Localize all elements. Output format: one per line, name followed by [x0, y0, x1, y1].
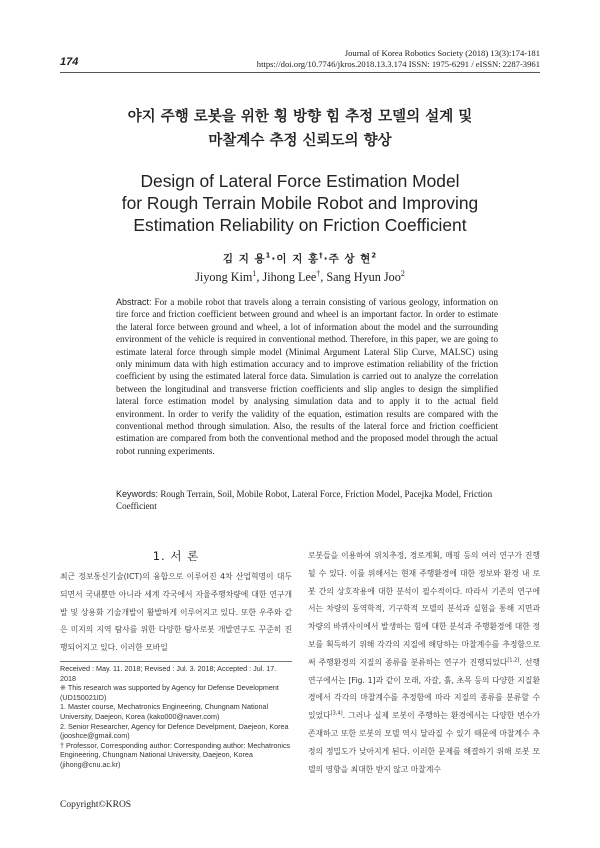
body-text-segment: 로봇들을 이용하여 위치추정, 경로계획, 매핑 등의 여러 연구가 진행될 수 있다. 이를 위해서는 현재 주행환경에 대한 정보와 환경 내 로봇 간의 상호작용에 대한 분석이 필수적이다. 따라서 기존의 연구에서는 차량의 동역학적, 기구학적 모델의 분석과 실험을 통해 지면과 차량의 바퀴사이에서 발생하는 힘에 대한 분석과 주행환경에 대한 정보를 획득하기 위해 각각의 지질에 해당하는 마찰계수를 추정함으로써 주행환경의 지질의 종류를 분류하는 연구가 진행되었다: [308, 551, 540, 667]
body-text-segment: . 선행연구에서는 [Fig. 1]과 같이 모래, 자갈, 흙, 초목 등의 다양한 지질환경에서 각각의 마찰계수를 추정함에 따라 지질의 종류를 분류할 수 있었다: [308, 657, 540, 721]
keywords-text: Rough Terrain, Soil, Mobile Robot, Lateral Force, Friction Model, Pacejka Model, Friction Coefficient: [116, 489, 493, 512]
body-text-segment: . 그러나 실제 로봇이 주행하는 환경에서는 다양한 변수가 존재하고 또한 로봇의 모델 역시 달라질 수 있기 때문에 마찰계수 추정의 정밀도가 낮아지게 된다. 이러한 문제를 해결하기 위해 로봇 모델의 영향을 최대한 받지 않고 마찰계수: [308, 711, 540, 774]
korean-title-line-1: 야지 주행 로봇을 위한 횡 방향 힘 추정 모델의 설계 및: [127, 109, 473, 125]
author-en-mark: †: [316, 268, 321, 278]
body-text-right-column: [308, 547, 540, 778]
received-dates: Received : May. 11. 2018; Revised : Jul. 3. 2018; Accepted : Jul. 17. 2018: [60, 664, 277, 683]
keywords: [116, 488, 498, 513]
author-en-name: Jiyong Kim: [195, 270, 253, 284]
doi-issn-line: https://doi.org/10.7746/jkros.2018.13.3.174 ISSN: 1975-6291 / eISSN: 2287-3961: [256, 59, 540, 69]
author-en-name: Sang Hyun Joo: [326, 270, 401, 284]
abstract-text: For a mobile robot that travels along a terrain consisting of various geology, information on tire force and friction coefficient between ground and wheel is an important factor. In order to estimate the lateral force between ground and wheel, a lot of information about the model and the surrounding environment of the vehicle is required in conventional method. Therefore, in this paper, we are going to estimate lateral force through simple model (Minimal Argument Lateral Slip Curve, MALSC) using only minimum data with high estimation accuracy and to improve estimation reliability of the friction coefficient by using the estimated lateral force data. Simulation is carried out to analyze the correlation between the longitudinal and transverse friction coefficients and slip angles to design the simplified lateral force estimation model by analysing simulation data and to apply it to the actual field environment. In order to verify the validity of the equation, estimation results are compared with the conventional method through simulation. Also, the results of the lateral force and friction coefficient estimation are compared from both the conventional method and the proposed model through the actual robot running experiments.: [116, 297, 499, 456]
korean-title-line-2: 마찰계수 추정 신뢰도의 향상: [208, 133, 392, 149]
author-kr-name: 이 지 홍: [276, 253, 320, 265]
body-text-left-column: 최근 정보통신기술(ICT)의 융합으로 이루어진 4차 산업혁명이 대두되면서 국내뿐만 아니라 세계 각국에서 자율주행차량에 대한 연구개발 및 상용화 기술개발이 활발하게 이루어지고 있다. 또한 우주와 같은 미지의 지역 탐사를 위한 다양한 탐사로봇 개발연구도 꾸준히 진행되어지고 있다. 이러한 모바일: [60, 572, 292, 653]
funding-note: ※ This research was supported by Agency for Defense Development (UD150021ID): [60, 683, 279, 702]
english-title-line-3: Estimation Reliability on Friction Coefficient: [133, 215, 467, 235]
author-kr-mark: 1: [265, 251, 272, 260]
english-title-line-2: for Rough Terrain Mobile Robot and Improving: [121, 193, 479, 213]
header-rule: [60, 72, 540, 73]
abstract: [116, 296, 498, 457]
author-en-name: Jihong Lee: [262, 270, 317, 284]
footnote-author-1: 1. Master course, Mechatronics Engineering, Chungnam National University, Daejeon, Korea (kako000@naver.com): [60, 702, 269, 721]
footnote-rule: [60, 661, 292, 662]
author-en-mark: 2: [400, 268, 405, 278]
author-kr-mark: †: [319, 251, 324, 260]
journal-citation: Journal of Korea Robotics Society (2018) 13(3):174-181: [344, 48, 540, 58]
copyright: Copyright©KROS: [60, 800, 132, 810]
author-kr-name: 김 지 용: [222, 253, 266, 265]
section-title-introduction: 1. 서 론: [152, 549, 200, 563]
keywords-label: Keywords:: [116, 489, 159, 499]
author-kr-name: 주 상 현: [328, 253, 372, 265]
footnote-corresponding-author: † Professor, Corresponding author: Corresponding author: Mechatronics Engineering, Chungnam National University, Daejeon, Korea (jihong@cnu.ac.kr): [60, 740, 291, 769]
english-authors: Jiyong Kim$^1$, Jihong Lee†, Sang Hyun Joo$^2$: [195, 268, 405, 284]
citation: [3,4]: [330, 710, 343, 717]
page-number: 174: [60, 56, 79, 68]
english-title-line-1: Design of Lateral Force Estimation Model: [140, 171, 460, 191]
footnotes: [60, 664, 292, 770]
author-kr-mark: 2: [371, 251, 378, 260]
author-en-mark: 1: [252, 268, 257, 278]
footnote-author-2: 2. Senior Researcher, Agency for Defence Develpment, Daejeon, Korea (jooshce@gmail.com): [60, 721, 289, 741]
abstract-label: Abstract:: [116, 297, 152, 307]
citation: [1,2]: [507, 657, 520, 664]
korean-authors: 김 지 용$^1$·이 지 홍†·주 상 현$^2$: [222, 251, 378, 265]
